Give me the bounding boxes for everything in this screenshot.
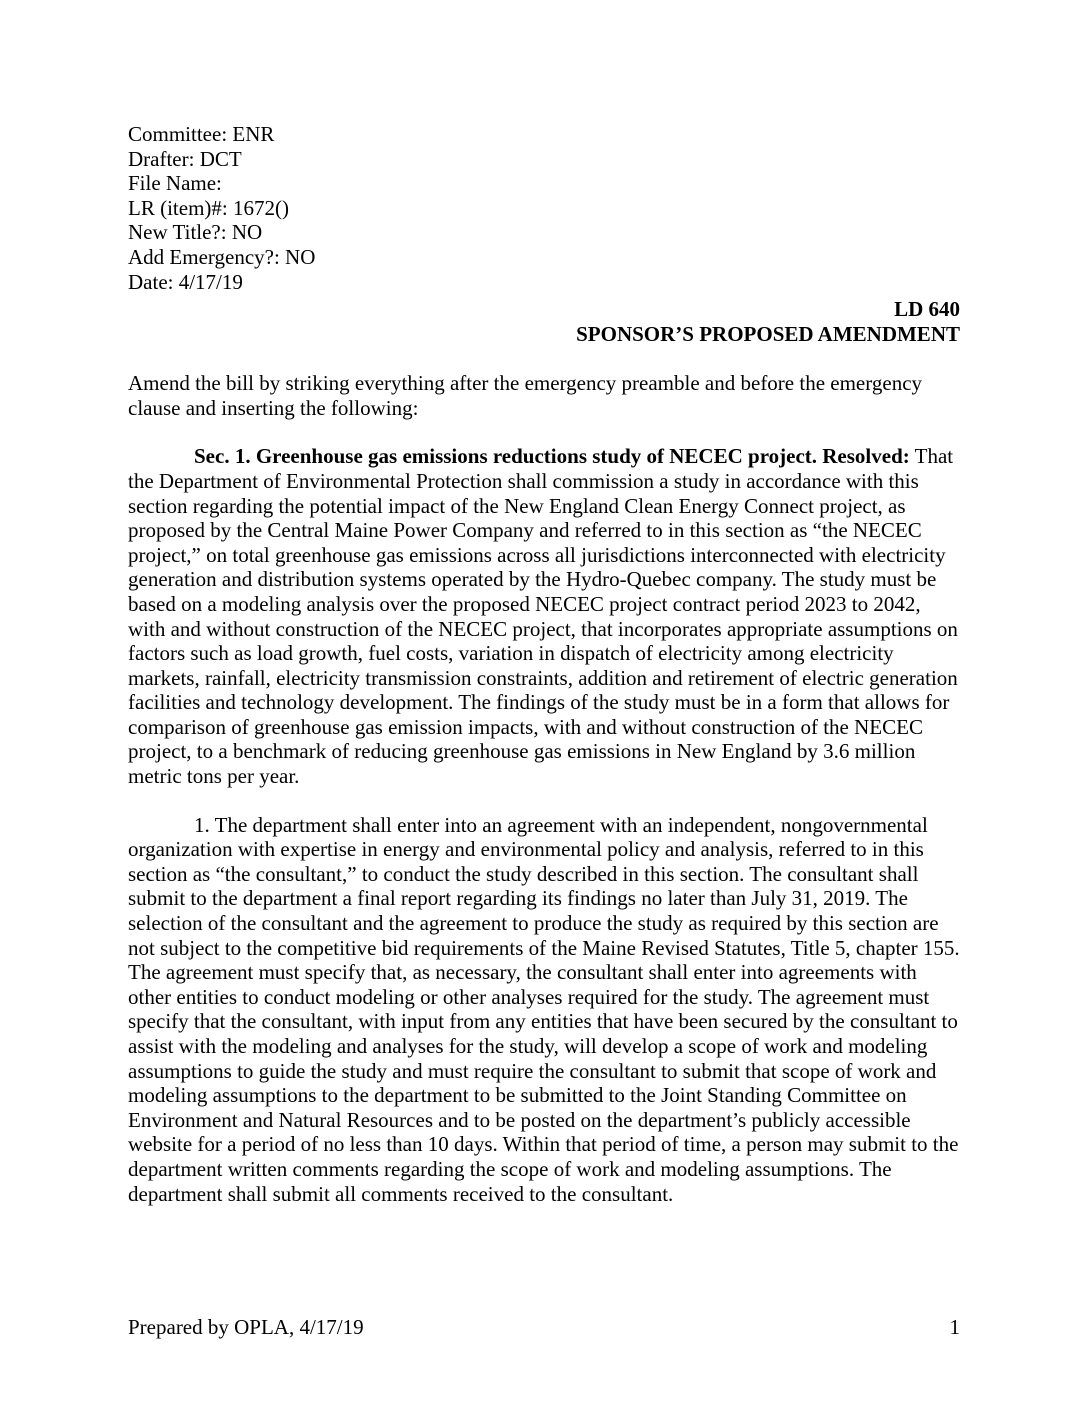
header-line-lr-item: LR (item)#: 1672() [128,195,289,220]
amendment-heading: SPONSOR’S PROPOSED AMENDMENT [576,322,960,347]
section-1-leadin: Sec. 1. Greenhouse gas emissions reductions study of NECEC project. Resolved: [194,444,910,469]
document-content [128,122,960,1206]
header-line-date: Date: 4/17/19 [128,269,243,294]
footer-prepared-by: Prepared by OPLA, 4/17/19 [128,1315,364,1339]
amendment-title-block [128,297,960,347]
header-line-new-title: New Title?: NO [128,220,263,245]
header-line-committee: Committee: ENR [128,122,275,146]
amend-instruction-paragraph: Amend the bill by striking everything after the emergency preamble and before the emergency clause and inserting the following: [128,371,923,420]
section-1-text: That the Department of Environmental Protection shall commission a study in accordance with this section regarding the potential impact of the New England Clean Energy Connect project, as proposed by the Central Maine Power Company and referred to in this section as “the NECEC project,” on total greenhouse gas emissions across all jurisdictions interconnected with electricity generation and distribution systems operated by the Hydro-Quebec company. The study must be based on a modeling analysis over the proposed NECEC project contract period 2023 to 2042, with and without construction of the NECEC project, that incorporates appropriate assumptions on factors such as load growth, fuel costs, variation in dispatch of electricity among electricity markets, rainfall, electricity transmission constraints, addition and retirement of electric generation facilities and technology development. The findings of the study must be in a form that allows for comparison of greenhouse gas emission impacts, with and without construction of the NECEC project, to a benchmark of reducing greenhouse gas emissions in New England by 3.6 million metric tons per year. [128,444,958,789]
header-line-file-name: File Name: [128,171,222,196]
drafting-header-block [128,122,960,294]
header-line-drafter: Drafter: DCT [128,146,242,171]
section-1-paragraph [128,444,960,788]
footer-page-number: 1 [949,1315,960,1339]
page-footer [128,1315,960,1340]
header-line-add-emergency: Add Emergency?: NO [128,244,316,269]
ld-number: LD 640 [894,297,960,322]
numbered-paragraph-1: 1. The department shall enter into an agreement with an independent, nongovernmental organization with expertise in energy and environmental policy and analysis, referred to in this section as “the consultant,” to conduct the study described in this section. The consultant shall submit to the department a final report regarding its findings no later than July 31, 2019. The selection of the consultant and the agreement to produce the study as required by this section are not subject to the competitive bid requirements of the Maine Revised Statutes, Title 5, chapter 155. The agreement must specify that, as necessary, the consultant shall enter into agreements with other entities to conduct modeling or other analyses required for the study. The agreement must specify that the consultant, with input from any entities that have been secured by the consultant to assist with the modeling and analyses for the study, will develop a scope of work and modeling assumptions to guide the study and must require the consultant to submit that scope of work and modeling assumptions to the department to be submitted to the Joint Standing Committee on Environment and Natural Resources and to be posted on the department’s publicly accessible website for a period of no less than 10 days. Within that period of time, a person may submit to the department written comments regarding the scope of work and modeling assumptions. The department shall submit all comments received to the consultant. [128,812,960,1206]
